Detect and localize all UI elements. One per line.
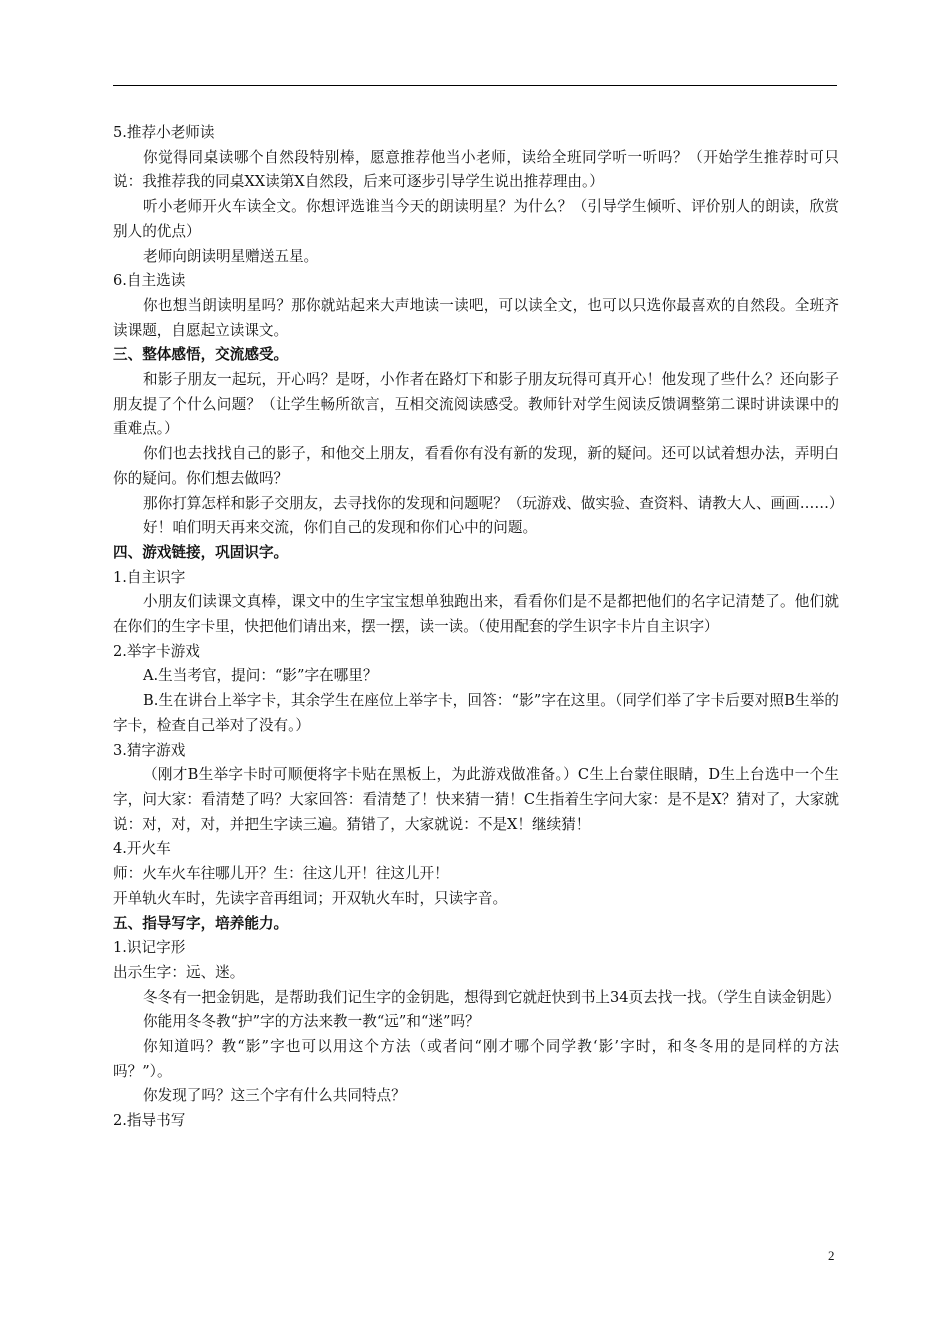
subheading-line: 5.推荐小老师读	[113, 124, 215, 141]
paragraph: 冬冬有一把金钥匙，是帮助我们记生字的金钥匙，想得到它就赶快到书上34页去找一找。（学生自读金钥匙）	[143, 988, 841, 1006]
subheading-line: 1.自主识字	[113, 568, 186, 586]
paragraph: 你也想当朗读明星吗？那你就站起来大声地读一读吧，可以读全文，也可以只选你最喜欢的自然段。全班齐读课题，自愿起立读课文。	[113, 296, 839, 339]
paragraph: 和影子朋友一起玩，开心吗？是呀，小作者在路灯下和影子朋友玩得可真开心！他发现了些什么？还向影子朋友提了个什么问题？（让学生畅所欲言，互相交流阅读感受。教师针对学生阅读反馈调整第二课时讲读课中的重难点。）	[113, 371, 839, 438]
paragraph: 你能用冬冬教“护”字的方法来教一教“远”和“迷”吗？	[143, 1013, 480, 1031]
document-body	[113, 121, 844, 1134]
paragraph: 小朋友们读课文真棒，课文中的生字宝宝想单独跑出来，看看你们是不是都把他们的名字记清楚了。他们就在你们的生字卡里，快把他们请出来，摆一摆，读一读。（使用配套的学生识字卡片自主识字）	[113, 593, 839, 636]
page-number: 2	[828, 1248, 835, 1263]
subheading-line: 1.识记字形	[113, 939, 186, 957]
subheading-line: 2.举字卡游戏	[113, 642, 200, 660]
paragraph: 好！咱们明天再来交流，你们自己的发现和你们心中的问题。	[143, 519, 538, 537]
subheading-line: 开单轨火车时，先读字音再组词；开双轨火车时，只读字音。	[113, 889, 508, 907]
section-heading: 三、整体感悟，交流感受。	[113, 346, 289, 364]
paragraph: 听小老师开火车读全文。你想评选谁当今天的朗读明星？为什么？（引导学生倾听、评价别人的朗读，欣赏别人的优点）	[113, 198, 839, 240]
paragraph: 老师向朗读明星赠送五星。	[143, 247, 319, 265]
header-rule	[113, 85, 837, 86]
paragraph: A.生当考官，提问：“影”字在哪里？	[143, 667, 378, 685]
section-heading: 五、指导写字，培养能力。	[113, 914, 289, 932]
subheading-line: 2.指导书写	[113, 1112, 186, 1130]
subheading-line: 师：火车火车往哪儿开？生：往这儿开！往这儿开！	[113, 865, 449, 883]
paragraph: （刚才B生举字卡时可顺便将字卡贴在黑板上，为此游戏做准备。）C生上台蒙住眼睛，D生上台选中一个生字，问大家：看清楚了吗？大家回答：看清楚了！快来猜一猜！C生指着生字问大家：是不是X？猜对了，大家就说：对，对，对，并把生字读三遍。猜错了，大家就说：不是X！继续猜！	[113, 766, 839, 833]
subheading-line: 3.猜字游戏	[113, 741, 186, 759]
subheading-line: 6.自主选读	[113, 272, 186, 290]
paragraph: 那你打算怎样和影子交朋友，去寻找你的发现和问题呢？（玩游戏、做实验、查资料、请教大人、画画……）	[143, 494, 844, 512]
subheading-line: 出示生字：远、迷。	[113, 963, 245, 981]
paragraph: 你知道吗？教“影”字也可以用这个方法（或者问“刚才哪个同学教‘影’字时，和冬冬用的是同样的方法吗？”）。	[113, 1038, 839, 1080]
paragraph: B.生在讲台上举字卡，其余学生在座位上举字卡，回答：“影”字在这里。（同学们举了字卡后要对照B生举的字卡，检查自己举对了没有。）	[113, 692, 839, 734]
subheading-line: 4.开火车	[113, 840, 171, 858]
section-heading: 四、游戏链接，巩固识字。	[113, 543, 289, 561]
paragraph: 你觉得同桌读哪个自然段特别棒，愿意推荐他当小老师，读给全班同学听一听吗？（开始学生推荐时可只说：我推荐我的同桌XX读第X自然段，后来可逐步引导学生说出推荐理由。）	[113, 148, 839, 191]
paragraph: 你发现了吗？这三个字有什么共同特点？	[143, 1087, 406, 1105]
paragraph: 你们也去找找自己的影子，和他交上朋友，看看你有没有新的发现，新的疑问。还可以试着想办法，弄明白你的疑问。你们想去做吗？	[113, 445, 839, 487]
